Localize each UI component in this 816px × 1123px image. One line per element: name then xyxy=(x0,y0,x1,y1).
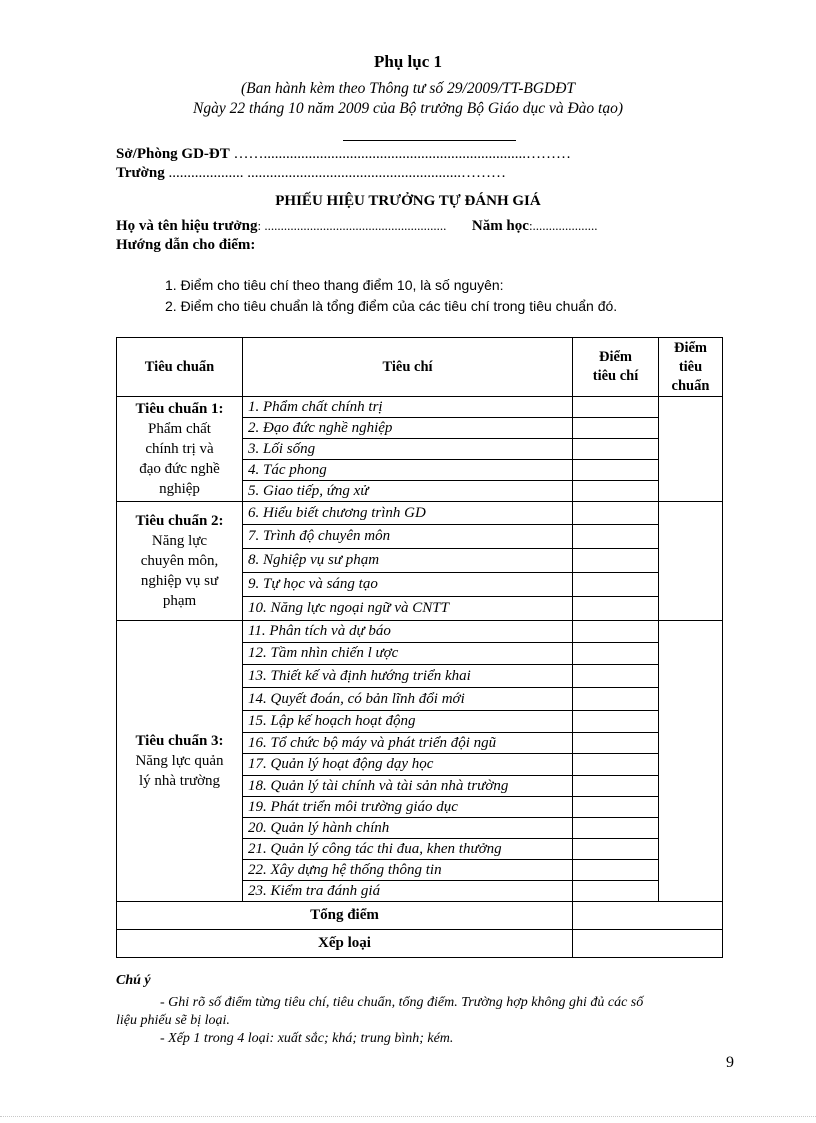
standard-1-name: Tiêu chuẩn 1: xyxy=(135,401,224,417)
year-dots: :.................... xyxy=(528,218,598,233)
standard-1-cell xyxy=(117,397,243,502)
table-row xyxy=(117,621,723,643)
table-row xyxy=(117,397,723,418)
total-label: Tổng điểm xyxy=(117,902,573,930)
table-row xyxy=(117,502,723,525)
form-title: PHIẾU HIỆU TRƯỞNG TỰ ĐÁNH GIÁ xyxy=(275,193,541,209)
criterion-13: 13. Thiết kế và định hướng triển khai xyxy=(243,665,573,688)
criterion-22: 22. Xây dựng hệ thống thông tin xyxy=(243,860,573,881)
criterion-14-score-field[interactable] xyxy=(573,688,659,711)
criterion-1: 1. Phẩm chất chính trị xyxy=(243,397,573,418)
criterion-6: 6. Hiểu biết chương trình GD xyxy=(243,502,573,525)
criterion-5-score-field[interactable] xyxy=(573,481,659,502)
standard-1-desc-4: nghiệp xyxy=(159,481,200,497)
criterion-3: 3. Lối sống xyxy=(243,439,573,460)
note-title: Chú ý xyxy=(116,973,151,988)
header-criterion-score xyxy=(573,338,659,397)
criterion-17: 17. Quản lý hoạt động dạy học xyxy=(243,754,573,776)
standard-3-cell xyxy=(117,621,243,902)
criterion-12-score-field[interactable] xyxy=(573,643,659,665)
rank-row xyxy=(117,930,723,958)
header-criterion-score-line-1: Điểm xyxy=(598,349,632,365)
criterion-4-score-field[interactable] xyxy=(573,460,659,481)
criterion-19-score-field[interactable] xyxy=(573,797,659,818)
header-standard-score xyxy=(659,338,723,397)
criterion-3-score-field[interactable] xyxy=(573,439,659,460)
standard-1-desc-3: đạo đức nghề xyxy=(139,461,220,477)
criterion-15-score-field[interactable] xyxy=(573,711,659,733)
criterion-10-score-field[interactable] xyxy=(573,597,659,621)
criterion-9-score-field[interactable] xyxy=(573,573,659,597)
criterion-2-score-field[interactable] xyxy=(573,418,659,439)
issuance-line-2: Ngày 22 tháng 10 năm 2009 của Bộ trưởng Bộ Giáo dục và Đào tạo) xyxy=(192,100,624,117)
criterion-15: 15. Lập kế hoạch hoạt động xyxy=(243,711,573,733)
criterion-21-score-field[interactable] xyxy=(573,839,659,860)
note-line-2: liệu phiếu sẽ bị loại. xyxy=(116,1013,230,1028)
standard-1-desc-1: Phẩm chất xyxy=(148,421,211,437)
rank-field[interactable] xyxy=(573,930,723,958)
instruction-1: 1. Điểm cho tiêu chí theo thang điểm 10, là số nguyên: xyxy=(165,277,504,293)
criterion-22-score-field[interactable] xyxy=(573,860,659,881)
page-bottom-divider xyxy=(0,1116,816,1117)
criterion-21: 21. Quản lý công tác thi đua, khen thưởng xyxy=(243,839,573,860)
appendix-title: Phụ lục 1 xyxy=(373,52,443,71)
page-number: 9 xyxy=(726,1054,734,1071)
criterion-11-score-field[interactable] xyxy=(573,621,659,643)
header-criterion: Tiêu chí xyxy=(243,338,573,397)
department-dots: ……......................................................................……… xyxy=(233,146,571,162)
criterion-12: 12. Tầm nhìn chiến l ược xyxy=(243,643,573,665)
criterion-2: 2. Đạo đức nghề nghiệp xyxy=(243,418,573,439)
criterion-16-score-field[interactable] xyxy=(573,733,659,754)
criterion-8: 8. Nghiệp vụ sư phạm xyxy=(243,549,573,573)
standard-2-score-field[interactable] xyxy=(659,502,723,621)
school-label: Trường xyxy=(116,165,165,181)
criterion-16: 16. Tổ chức bộ máy và phát triển đội ngũ xyxy=(243,733,573,754)
standard-3-score-field[interactable] xyxy=(659,621,723,902)
criterion-1-score-field[interactable] xyxy=(573,397,659,418)
criterion-23: 23. Kiểm tra đánh giá xyxy=(243,881,573,902)
criterion-4: 4. Tác phong xyxy=(243,460,573,481)
department-label: Sở/Phòng GD-ĐT xyxy=(116,146,230,162)
total-score-field[interactable] xyxy=(573,902,723,930)
note-line-3: - Xếp 1 trong 4 loại: xuất sắc; khá; trung bình; kém. xyxy=(160,1031,454,1046)
criterion-7: 7. Trình độ chuyên môn xyxy=(243,525,573,549)
standard-2-desc-2: chuyên môn, xyxy=(140,553,219,569)
evaluation-table xyxy=(116,337,723,958)
standard-2-desc-4: phạm xyxy=(162,593,197,609)
header-standard-score-line-3: chuẩn xyxy=(671,377,710,394)
issuance-line-1: (Ban hành kèm theo Thông tư số 29/2009/TT-BGDĐT xyxy=(240,80,576,97)
criterion-19: 19. Phát triển môi trường giáo dục xyxy=(243,797,573,818)
principal-row xyxy=(116,218,598,235)
criterion-11: 11. Phân tích và dự báo xyxy=(243,621,573,643)
header-standard-score-line-2: tiêu xyxy=(678,358,703,375)
instruction-2: 2. Điểm cho tiêu chuẩn là tổng điểm của các tiêu chí trong tiêu chuẩn đó. xyxy=(165,298,618,314)
criterion-7-score-field[interactable] xyxy=(573,525,659,549)
standard-3-desc-2: lý nhà trường xyxy=(138,773,221,789)
total-row xyxy=(117,902,723,930)
criterion-23-score-field[interactable] xyxy=(573,881,659,902)
note-line-1: - Ghi rõ số điểm từng tiêu chí, tiêu chuẩn, tổng điểm. Trường hợp không ghi đủ các số xyxy=(160,995,644,1010)
criterion-20: 20. Quản lý hành chính xyxy=(243,818,573,839)
standard-1-desc-2: chính trị và xyxy=(145,441,214,457)
standard-2-desc-3: nghiệp vụ sư xyxy=(140,573,219,589)
criterion-17-score-field[interactable] xyxy=(573,754,659,776)
criterion-6-score-field[interactable] xyxy=(573,502,659,525)
standard-2-cell xyxy=(117,502,243,621)
department-row xyxy=(116,146,571,163)
header-criterion-score-line-2: tiêu chí xyxy=(592,368,639,384)
criterion-9: 9. Tự học và sáng tạo xyxy=(243,573,573,597)
standard-2-name: Tiêu chuẩn 2: xyxy=(135,513,224,529)
standard-3-name: Tiêu chuẩn 3: xyxy=(135,733,224,749)
header-standard: Tiêu chuẩn xyxy=(117,338,243,397)
table-header-row xyxy=(117,338,723,397)
header-standard-score-line-1: Điểm xyxy=(673,339,707,356)
criterion-14: 14. Quyết đoán, có bản lĩnh đổi mới xyxy=(243,688,573,711)
year-label: Năm học xyxy=(471,218,529,234)
principal-label: Họ và tên hiệu trưởng xyxy=(116,218,258,234)
criterion-8-score-field[interactable] xyxy=(573,549,659,573)
criterion-18: 18. Quản lý tài chính và tài sản nhà trường xyxy=(243,776,573,797)
criterion-18-score-field[interactable] xyxy=(573,776,659,797)
principal-dots: : ........................................................ xyxy=(257,218,447,233)
school-dots: .................... .........................................................……… xyxy=(168,165,506,181)
standard-2-desc-1: Năng lực xyxy=(151,533,208,549)
standard-1-score-field[interactable] xyxy=(659,397,723,502)
school-row xyxy=(116,165,506,182)
rank-label: Xếp loại xyxy=(117,930,573,958)
guide-label: Hướng dẫn cho điểm: xyxy=(116,237,256,253)
criterion-20-score-field[interactable] xyxy=(573,818,659,839)
standard-3-desc-1: Năng lực quản xyxy=(135,753,224,769)
criterion-13-score-field[interactable] xyxy=(573,665,659,688)
criterion-5: 5. Giao tiếp, ứng xử xyxy=(243,481,573,502)
header-divider xyxy=(343,140,516,141)
criterion-10: 10. Năng lực ngoại ngữ và CNTT xyxy=(243,597,573,621)
